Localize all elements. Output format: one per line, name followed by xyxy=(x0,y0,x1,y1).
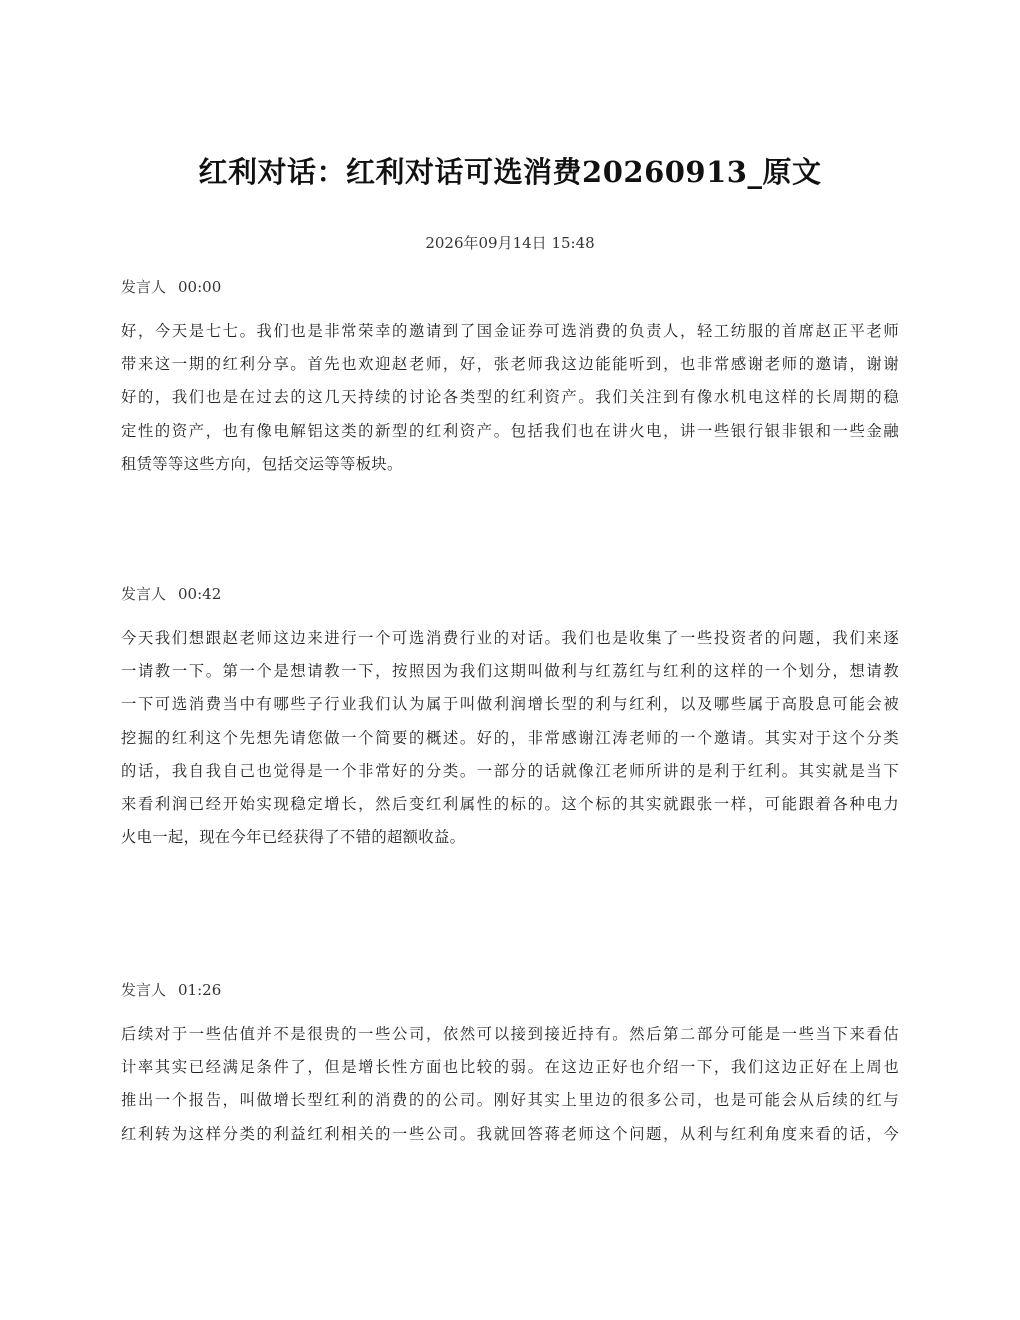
paragraph-line: 一下可选消费当中有哪些子行业我们认为属于叫做利润增长型的利与红利，以及哪些属于高股息可能会被 xyxy=(121,695,899,714)
paragraph-line: 推出一个报告，叫做增长型红利的消费的的公司。刚好其实上里边的很多公司，也是可能会从后续的红与 xyxy=(121,1091,899,1110)
paragraph-line: 带来这一期的红利分享。首先也欢迎赵老师，好，张老师我这边能能听到，也非常感谢老师的邀请，谢谢 xyxy=(121,355,899,374)
paragraph-line: 火电一起，现在今年已经获得了不错的超额收益。 xyxy=(121,828,466,847)
transcript-paragraph xyxy=(121,616,899,859)
document-title: 红利对话：红利对话可选消费20260913_原文 xyxy=(198,155,822,189)
paragraph-line: 定性的资产，也有像电解铝这类的新型的红利资产。包括我们也在讲火电，讲一些银行银非银和一些金融 xyxy=(121,421,899,440)
transcript-section xyxy=(121,583,899,859)
speaker-name: 发言人 xyxy=(121,585,167,603)
paragraph-line: 的话，我自我自己也觉得是一个非常好的分类。一部分的话就像江老师所讲的是利于红利。其实就是当下 xyxy=(121,761,899,780)
transcript-section xyxy=(121,276,899,486)
paragraph-line: 好，今天是七七。我们也是非常荣幸的邀请到了国金证券可选消费的负责人，轻工纺服的首席赵正平老师 xyxy=(121,322,899,340)
transcript-paragraph xyxy=(121,309,899,486)
paragraph-line: 今天我们想跟赵老师这边来进行一个可选消费行业的对话。我们也是收集了一些投资者的问题，我们来逐 xyxy=(121,629,899,647)
paragraph-line: 好的，我们也是在过去的这几天持续的讨论各类型的红利资产。我们关注到有像水机电这样的长周期的稳 xyxy=(121,388,899,407)
speaker-header xyxy=(121,979,899,1001)
paragraph-line: 红利转为这样分类的利益红利相关的一些公司。我就回答蒋老师这个问题，从利与红利角度来看的话，今 xyxy=(121,1124,899,1143)
paragraph-line: 来看利润已经开始实现稳定增长，然后变红利属性的标的。这个标的其实就跟张一样，可能跟着各种电力 xyxy=(121,795,899,814)
speaker-timestamp: 01:26 xyxy=(178,981,222,999)
speaker-name: 发言人 xyxy=(121,278,167,296)
paragraph-line: 一请教一下。第一个是想请教一下，按照因为我们这期叫做利与红荔红与红利的这样的一个划分，想请教 xyxy=(121,662,899,681)
speaker-name: 发言人 xyxy=(121,981,167,999)
paragraph-line: 后续对于一些估值并不是很贵的一些公司，依然可以接到接近持有。然后第二部分可能是一些当下来看估 xyxy=(121,1025,899,1043)
speaker-header xyxy=(121,276,899,298)
paragraph-line: 租赁等等这些方向，包括交运等等板块。 xyxy=(121,454,403,473)
speaker-timestamp: 00:42 xyxy=(178,585,222,603)
paragraph-line: 挖掘的红利这个先想先请您做一个简要的概述。好的，非常感谢江涛老师的一个邀请。其实对于这个分类 xyxy=(121,728,899,747)
transcript-section xyxy=(121,979,899,1156)
speaker-timestamp: 00:00 xyxy=(178,278,222,296)
transcript-paragraph xyxy=(121,1012,899,1156)
paragraph-line: 计率其实已经满足条件了，但是增长性方面也比较的弱。在这边正好也介绍一下，我们这边正好在上周也 xyxy=(121,1058,899,1077)
document-date: 2026年09月14日 15:48 xyxy=(425,234,595,252)
speaker-header xyxy=(121,583,899,605)
